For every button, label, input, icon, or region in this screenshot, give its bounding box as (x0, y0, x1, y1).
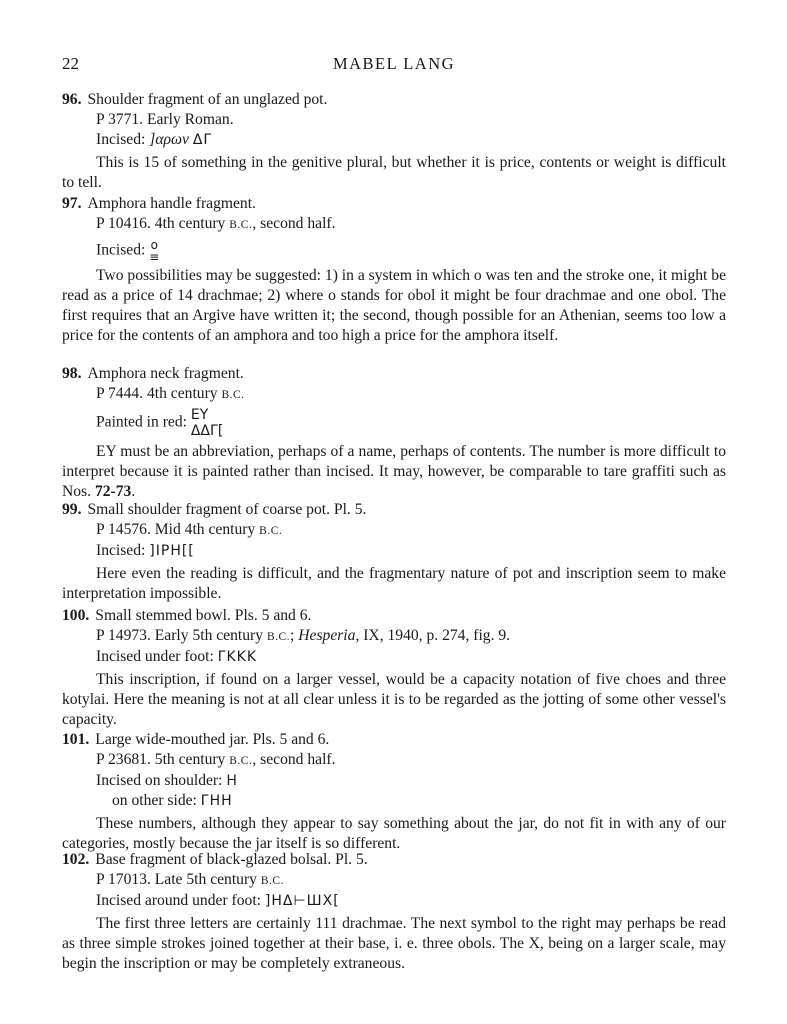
entry-description: This is 15 of something in the genitive plural, but whether it is price, contents or weight is difficult to tell. (62, 154, 726, 191)
entry-description (62, 442, 726, 502)
entry-number: 97. (62, 195, 82, 212)
inscription-symbols: ΔΓ (192, 132, 213, 148)
entry-96 (62, 90, 726, 193)
catalog-text-end: , second half. (252, 215, 336, 232)
entry-97 (62, 194, 726, 346)
symbol-bottom: ΔΔΓ[ (190, 423, 224, 439)
era-text: B.C. (221, 389, 245, 401)
entry-number: 98. (62, 365, 82, 382)
entry-number: 96. (62, 91, 82, 108)
catalog-text-end: , second half. (252, 751, 336, 768)
entry-description: These numbers, although they appear to say something about the jar, do not fit in with any of our categories, mostly because the jar itself is so different. (62, 815, 726, 852)
page-number: 22 (62, 54, 79, 73)
inscription-label: Incised: (96, 542, 146, 559)
era-text: B.C. (229, 755, 253, 767)
entry-description: Two possibilities may be suggested: 1) in a system in which o was ten and the stroke one, it might be read as a price of 14 drachmae; 2) where o stands for obol it might be four drachmae and one obol. The first requires that an Argive have written it; the second, though possible for an Athenian, seems too low a price for the contents of an amphora and too high a price for the amphora itself. (62, 267, 726, 344)
running-head: MABEL LANG (332, 54, 456, 73)
entry-98 (62, 364, 726, 502)
symbol-top: EY (190, 407, 209, 423)
entry-description: The first three letters are certainly 111 drachmae. The next symbol to the right may perhaps be read as three simple strokes joined together at their base, i. e. three obols. The X, being on a larger scale, may begin the inscription or may be completely extraneous. (62, 915, 726, 972)
era-text: B.C. (229, 219, 253, 231)
entry-title (62, 850, 726, 870)
era-text: B.C. (259, 525, 283, 537)
entry-title (62, 364, 726, 384)
entry-title (62, 90, 726, 110)
entry-title (62, 500, 726, 520)
entry-number: 100. (62, 607, 90, 624)
page-header (62, 54, 726, 78)
era-text: B.C. (260, 875, 284, 887)
inscription-label: Incised around under foot: (96, 892, 261, 909)
catalog-line: P 3771. Early Roman. (96, 111, 234, 128)
catalog-line (62, 626, 726, 647)
catalog-text-end: , IX, 1940, p. 274, fig. 9. (355, 627, 511, 644)
description-text: EY must be an abbreviation, perhaps of a name, perhaps of contents. The number is more difficult to interpret because it is painted rather than incised. It may, however, be comparable to tare graffiti such as Nos. (62, 443, 726, 500)
inscription-label: Incised: (96, 241, 146, 259)
inscription-label-2: on other side: (112, 792, 197, 809)
inscription-line (62, 647, 726, 667)
catalog-text: P 7444. 4th century (96, 385, 222, 402)
catalog-text: P 17013. Late 5th century (96, 871, 261, 888)
entry-101 (62, 730, 726, 854)
entry-title (62, 606, 726, 626)
entry-description: Here even the reading is difficult, and the fragmentary nature of pot and inscription seem to make interpretation impossible. (62, 565, 726, 602)
symbol-top: o (150, 238, 158, 252)
entry-number: 101. (62, 731, 90, 748)
entry-title-text: Amphora handle fragment. (87, 195, 256, 212)
catalog-text: P 10416. 4th century (96, 215, 230, 232)
catalog-line (62, 520, 726, 541)
inscription-label: Painted in red: (96, 413, 187, 431)
inscription-line (62, 407, 726, 439)
journal-title: Hesperia (298, 627, 356, 644)
catalog-text: P 23681. 5th century (96, 751, 230, 768)
greek-text: ]αρων (149, 131, 189, 148)
inscription-line (62, 771, 726, 791)
entry-title-text: Large wide-mouthed jar. Pls. 5 and 6. (95, 731, 330, 748)
catalog-line (62, 384, 726, 405)
entry-title-text: Small shoulder fragment of coarse pot. Pl. 5. (87, 501, 367, 518)
inscription-symbols: H (226, 773, 238, 789)
entry-title-text: Small stemmed bowl. Pls. 5 and 6. (95, 607, 312, 624)
symbol-bottom: ≡ (149, 250, 160, 264)
inscription-line (62, 130, 726, 150)
inscription-line-2 (62, 791, 726, 811)
entry-102 (62, 850, 726, 974)
inscription-symbols (149, 239, 159, 263)
catalog-line (62, 870, 726, 891)
catalog-text: P 14973. Early 5th century (96, 627, 267, 644)
entry-99 (62, 500, 726, 604)
inscription-symbols: ]HΔ⊢ШX[ (264, 893, 340, 909)
era-text: B.C. (266, 631, 291, 643)
cross-reference: 72-73 (94, 483, 132, 500)
inscription-label: Incised under foot: (96, 648, 214, 665)
entry-title-text: Amphora neck fragment. (87, 365, 244, 382)
catalog-separator: ; (290, 627, 299, 644)
catalog-line (62, 750, 726, 771)
entry-description: This inscription, if found on a larger vessel, would be a capacity notation of five choes and three kotylai. Here the meaning is not at all clear unless it is to be regarded as the jotting of some other vessel's capacity. (62, 671, 726, 728)
description-end: . (131, 483, 136, 500)
entry-title (62, 194, 726, 214)
inscription-symbols: ΓΚΚΚ (217, 649, 258, 665)
entry-title-text: Base fragment of black-glazed bolsal. Pl. 5. (95, 851, 368, 868)
entry-100 (62, 606, 726, 730)
catalog-line (62, 214, 726, 235)
entry-title-text: Shoulder fragment of an unglazed pot. (87, 91, 328, 108)
inscription-line (62, 541, 726, 561)
entry-number: 102. (62, 851, 90, 868)
catalog-text: P 14576. Mid 4th century (96, 521, 260, 538)
inscription-label: Incised: (96, 131, 146, 148)
inscription-symbols (191, 407, 223, 439)
inscription-line (62, 891, 726, 911)
inscription-line (62, 239, 726, 263)
inscription-label: Incised on shoulder: (96, 772, 223, 789)
entry-number: 99. (62, 501, 82, 518)
entry-title (62, 730, 726, 750)
inscription-symbols: ]ΙΡΗ[[ (149, 543, 195, 559)
inscription-symbols-2: ΓHH (200, 793, 233, 809)
